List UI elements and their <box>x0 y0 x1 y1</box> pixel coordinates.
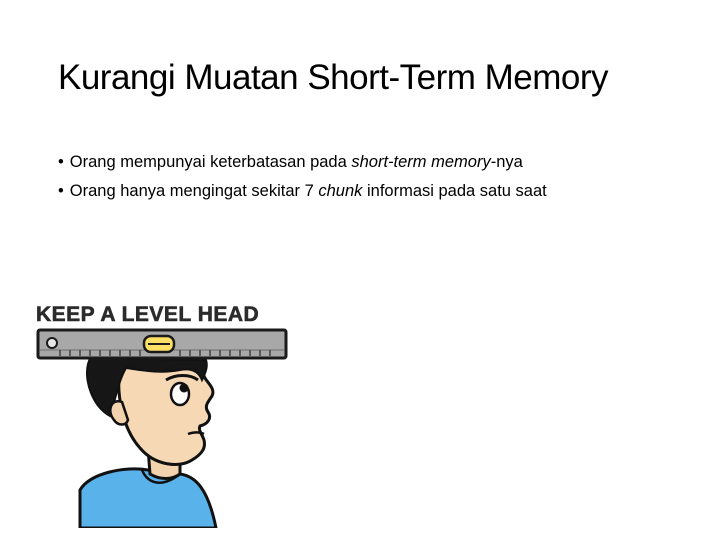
bullet-text: Orang hanya mengingat sekitar 7 <box>69 182 319 200</box>
bullet-marker: • <box>58 153 64 171</box>
slide-title: Kurangi Muatan Short-Term Memory <box>58 58 609 97</box>
bullet-text: informasi pada satu saat <box>362 182 547 200</box>
bullet-item <box>58 177 547 206</box>
bullet-text: -nya <box>490 153 523 171</box>
bullet-text: Orang mempunyai keterbatasan pada <box>69 153 352 171</box>
bullet-item <box>58 148 547 177</box>
illustration-caption: KEEP A LEVEL HEAD <box>36 303 260 326</box>
keep-level-head-illustration <box>30 298 295 528</box>
bullet-list <box>58 148 547 206</box>
person-with-level-on-head-icon <box>30 298 295 528</box>
bullet-marker: • <box>58 182 64 200</box>
bullet-emphasis: short-term memory <box>351 153 491 171</box>
bullet-emphasis: chunk <box>318 182 363 200</box>
